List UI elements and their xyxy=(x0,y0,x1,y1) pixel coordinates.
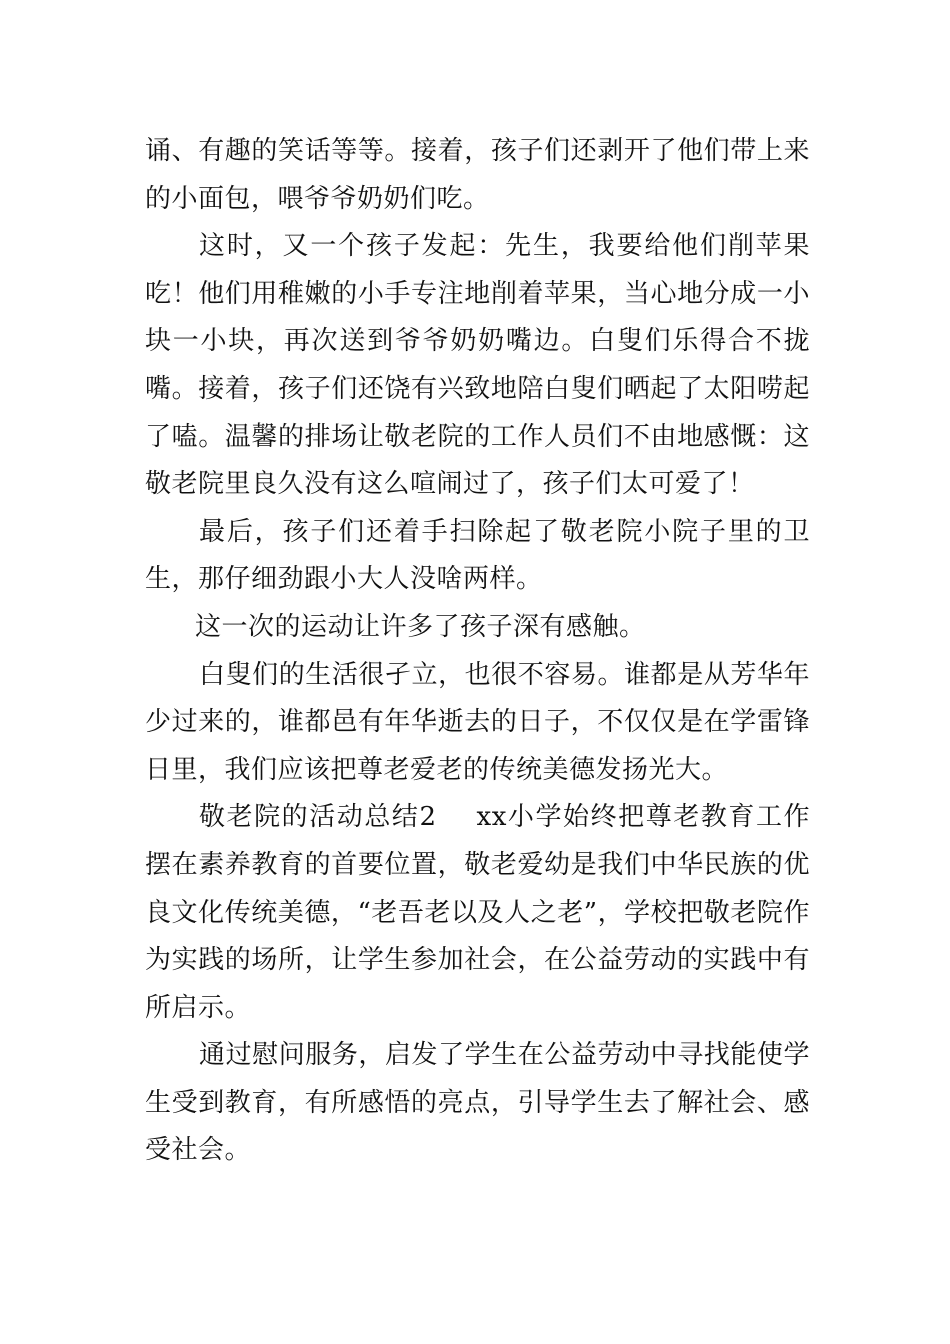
paragraph-4: 这一次的运动让许多了孩子深有感触。 xyxy=(195,611,646,642)
paragraph-2: 这时，又一个孩子发起：先生，我要给他们削苹果吃！他们用稚嫩的小手专注地削着苹果，当心地分成一小块一小块，再次送到爷爷奶奶嘴边。白叟们乐得合不拢嘴。接着，孩子们还饶有兴致地陪白叟们晒起了太阳唠起了嗑。温馨的排场让敬老院的工作人员们不由地感慨：这敬老院里良久没有这么喧闹过了，孩子们太可爱了！ xyxy=(145,231,810,500)
paragraph-6 xyxy=(145,794,810,1032)
section-heading: 敬老院的活动总结2 xyxy=(199,802,437,833)
paragraph-1: 诵、有趣的笑话等等。接着，孩子们还剥开了他们带上来的小面包，喂爷爷奶奶们吃。 xyxy=(145,136,810,214)
document-body xyxy=(145,128,810,1175)
paragraph-5: 白叟们的生活很孑立，也很不容易。谁都是从芳华年少过来的，谁都邑有年华逝去的日子，不仅仅是在学雷锋日里，我们应该把尊老爱老的传统美德发扬光大。 xyxy=(145,659,810,785)
paragraph-3: 最后，孩子们还着手扫除起了敬老院小院子里的卫生，那仔细劲跟小大人没啥两样。 xyxy=(145,516,810,595)
paragraph-7: 通过慰问服务，启发了学生在公益劳动中寻找能使学生受到教育，有所感悟的亮点，引导学生去了解社会、感受社会。 xyxy=(145,1040,810,1166)
paragraph-6-text: xx小学始终把尊老教育工作摆在素养教育的首要位置，敬老爱幼是我们中华民族的优良文化传统美德，“老吾老以及人之老”，学校把敬老院作为实践的场所，让学生参加社会，在公益劳动的实践中有所启示。 xyxy=(145,802,811,1023)
